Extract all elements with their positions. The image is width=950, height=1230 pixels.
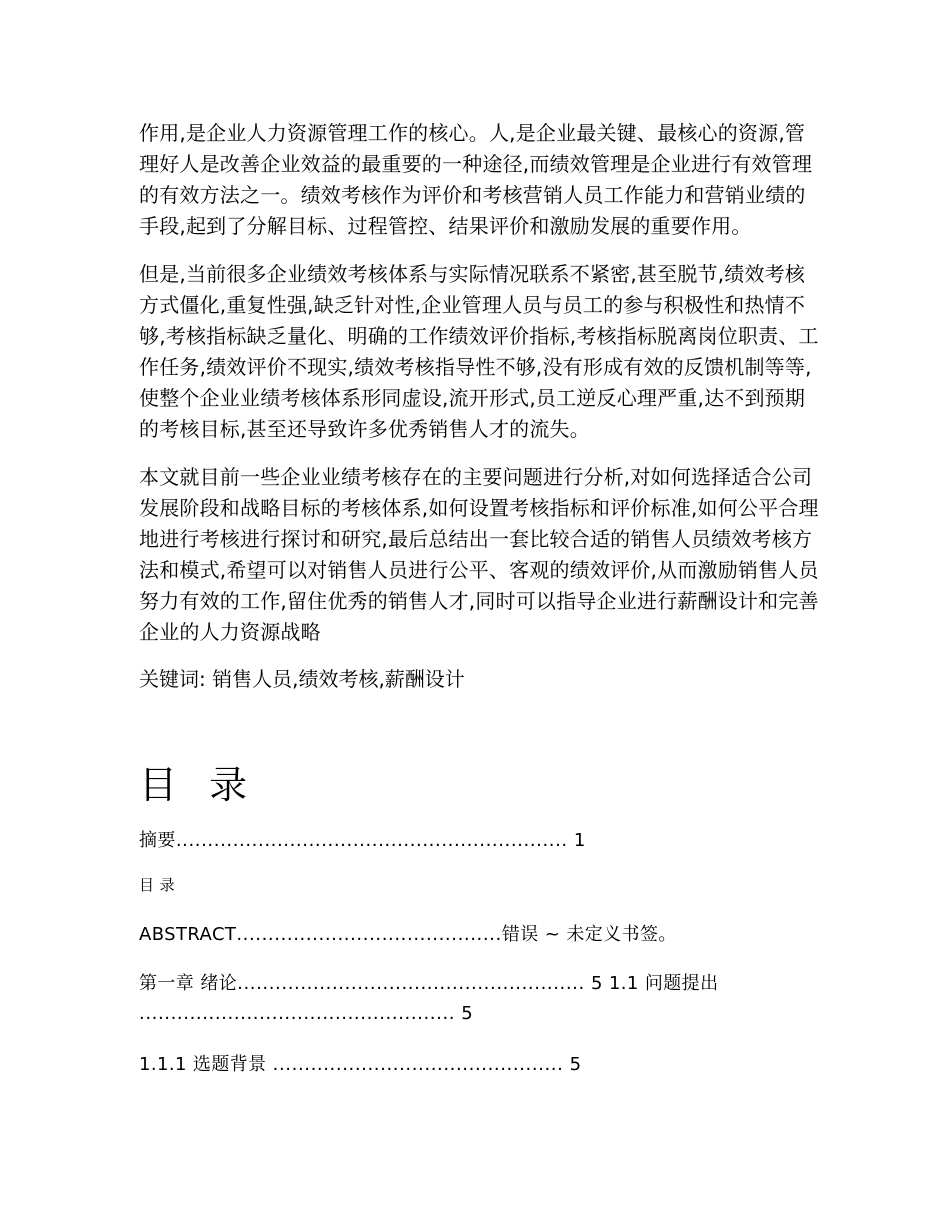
toc-leader-dots: .......................................... bbox=[236, 924, 502, 945]
toc-entry-english-abstract[interactable] bbox=[139, 920, 819, 950]
toc-leader-dots: .............................................................. bbox=[175, 830, 568, 851]
toc-entry-title: 摘要 bbox=[139, 830, 176, 851]
abstract-paragraph-1: 作用,是企业人力资源管理工作的核心。人,是企业最关键、最核心的资源,管理好人是改善企业效益的最重要的一种途径,而绩效管理是企业进行有效管理的有效方法之一。绩效考核作为评价和考核营销人员工作能力和营销业绩的手段,起到了分解目标、过程管控、结果评价和激励发展的重要作用。 bbox=[139, 121, 813, 238]
toc-entry-title: 1.1.1 选题背景 bbox=[139, 1054, 273, 1075]
abstract-paragraph-3: 本文就目前一些企业业绩考核存在的主要问题进行分析,对如何选择适合公司发展阶段和战略目标的考核体系,如何设置考核指标和评价标准,如何公平合理地进行考核进行探讨和研究,最后总结出一套比较合适的销售人员绩效考核方法和模式,希望可以对销售人员进行公平、客观的绩效评价,从而激励销售人员努力有效的工作,留住优秀的销售人才,同时可以指导企业进行薪酬设计和完善企业的人力资源战略 bbox=[139, 465, 819, 644]
toc-entry-title: 目 录 bbox=[139, 876, 175, 894]
toc-leader-dots: .............................................. bbox=[272, 1054, 564, 1075]
keywords-line: 关键词: 销售人员,绩效考核,薪酬设计 bbox=[139, 667, 465, 691]
toc-entry-1-1-continued[interactable] bbox=[139, 999, 819, 1029]
toc-entry-page: 5 bbox=[563, 1054, 582, 1075]
toc-entry-page: 5 bbox=[584, 973, 609, 994]
toc-entry-title: ABSTRACT bbox=[139, 924, 237, 945]
toc-entry-title: 第一章 绪论 bbox=[139, 973, 238, 994]
toc-entry-chapter-1[interactable] bbox=[139, 969, 819, 999]
abstract-paragraph-2: 但是,当前很多企业绩效考核体系与实际情况联系不紧密,甚至脱节,绩效考核方式僵化,重复性强,缺乏针对性,企业管理人员与员工的参与积极性和热情不够,考核指标缺乏量化、明确的工作绩效评价指标,考核指标脱离岗位职责、工作任务,绩效评价不现实,绩效考核指导性不够,没有形成有效的反馈机制等等,使整个企业业绩考核体系形同虚设,流开形式,员工逆反心理严重,达不到预期的考核目标,甚至还导致许多优秀销售人才的流失。 bbox=[139, 262, 819, 441]
toc-heading: 目 录 bbox=[139, 763, 258, 807]
abstract-section bbox=[139, 118, 819, 695]
toc-entry-subtitle: 1.1 问题提出 bbox=[608, 973, 719, 994]
toc-entry-1-1-1[interactable] bbox=[139, 1050, 819, 1080]
toc-entry-page: 错误 ~ 未定义书签。 bbox=[501, 924, 677, 945]
toc-leader-dots: .................................................. bbox=[139, 1003, 456, 1024]
toc-entry-page: 1 bbox=[567, 830, 586, 851]
toc-leader-dots: ....................................................... bbox=[237, 973, 585, 994]
toc-entry-contents[interactable] bbox=[139, 872, 819, 898]
table-of-contents bbox=[139, 826, 819, 1080]
toc-entry-page: 5 bbox=[455, 1003, 474, 1024]
toc-entry-abstract[interactable] bbox=[139, 826, 819, 856]
